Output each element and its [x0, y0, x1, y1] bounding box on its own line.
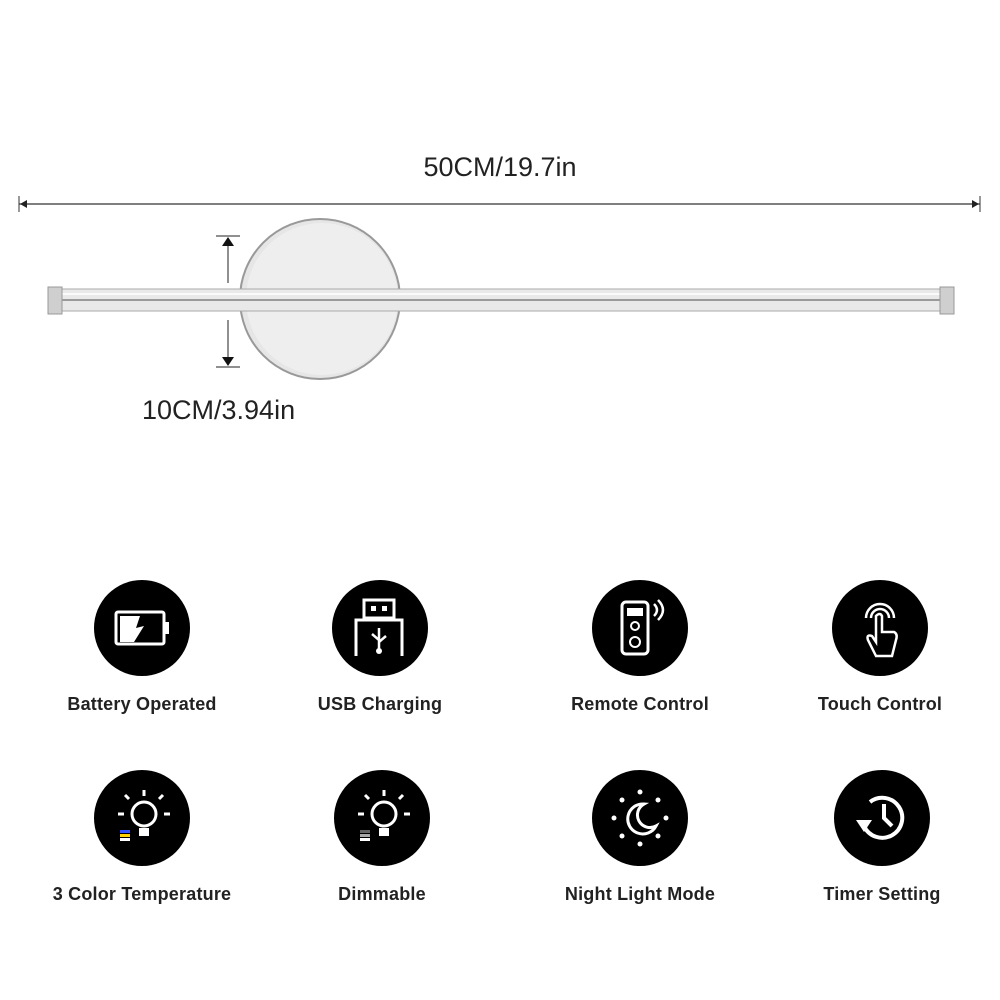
feature-label: Dimmable	[338, 884, 426, 904]
feature-3-color-temperature	[22, 770, 262, 905]
feature-label: Remote Control	[571, 694, 709, 714]
height-label: 10CM/3.94in	[142, 395, 296, 425]
feature-timer-setting	[762, 770, 1000, 905]
feature-label: 3 Color Temperature	[52, 884, 232, 904]
feature-remote-control	[520, 580, 760, 715]
usb-icon	[332, 580, 428, 676]
feature-label: Timer Setting	[823, 884, 941, 904]
touch-hand-icon	[832, 580, 928, 676]
lamp-illustration	[0, 0, 1000, 420]
feature-battery-operated	[22, 580, 262, 715]
feature-night-light-mode	[520, 770, 760, 905]
feature-label: USB Charging	[317, 694, 443, 714]
feature-label: Night Light Mode	[564, 884, 716, 904]
feature-label: Touch Control	[817, 694, 943, 714]
feature-label: Battery Operated	[67, 694, 217, 714]
bulb-dimmable-icon	[334, 770, 430, 866]
bulb-color-icon	[94, 770, 190, 866]
length-label: 50CM/19.7in	[423, 152, 577, 182]
battery-charging-icon	[94, 580, 190, 676]
length-dimension-line	[19, 196, 980, 212]
timer-icon	[834, 770, 930, 866]
feature-usb-charging	[260, 580, 500, 715]
moon-icon	[592, 770, 688, 866]
feature-dimmable	[262, 770, 502, 905]
feature-touch-control	[760, 580, 1000, 715]
light-bar	[48, 287, 954, 314]
remote-control-icon	[592, 580, 688, 676]
